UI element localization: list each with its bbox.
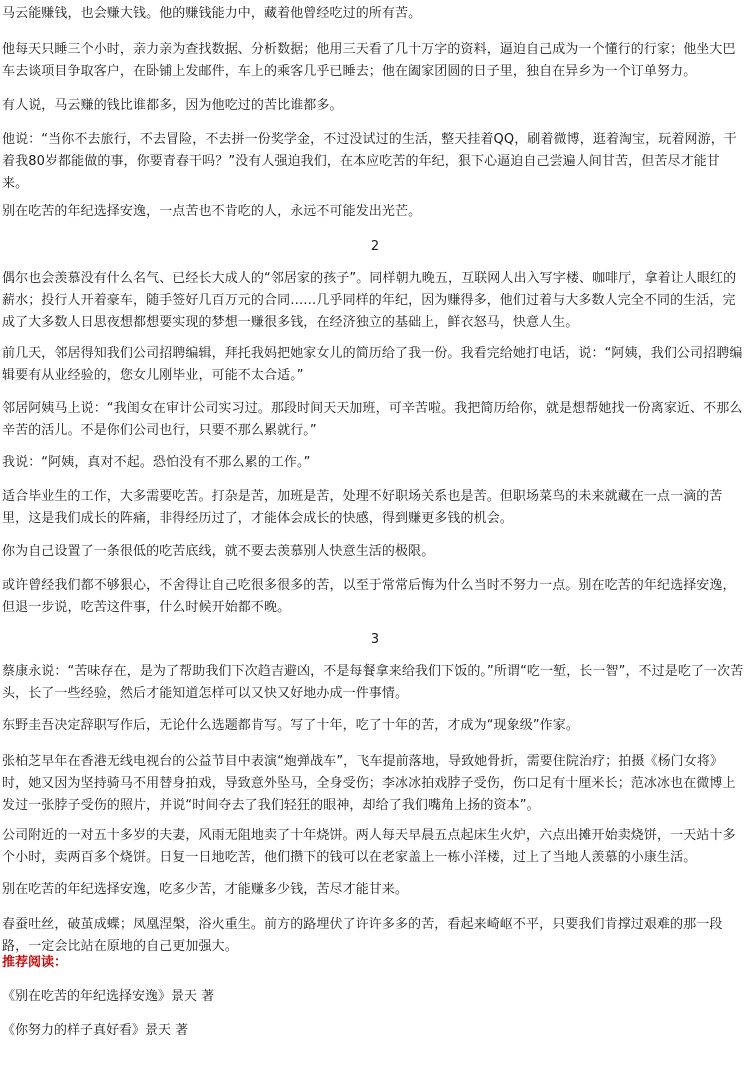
recommended-book-2: 《你努力的样子真好看》景天 著 <box>2 1023 189 1038</box>
paragraph-no-ease: 别在吃苦的年纪选择安逸，一点苦也不肯吃的人，永远不可能发出光芒。 <box>2 204 422 219</box>
paragraph-mayun-most-suffering: 有人说，马云赚的钱比谁都多，因为他吃过的苦比谁都多。 <box>2 98 343 113</box>
section-number-3: 3 <box>370 632 380 647</box>
paragraph-neighbor-reply: 邻居阿姨马上说：“我闺女在审计公司实习过。那段时间天天加班，可辛苦啦。我把简历给你，就是想帮她找一份离家近、不那么辛苦的活儿。不是你们公司也行，只要不那么累就行。” <box>2 401 743 438</box>
paragraph-bitter-then-sweet: 别在吃苦的年纪选择安逸，吃多少苦，才能赚多少钱，苦尽才能甘来。 <box>2 882 409 897</box>
paragraph-hiring-editor: 前几天，邻居得知我们公司招聘编辑，拜托我妈把她家女儿的简历给了我一份。我看完给她打电话，说：“阿姨，我们公司招聘编辑要有从业经验的，您女儿刚毕业，可能不太合适。” <box>2 346 743 383</box>
recommended-reading-title: 推荐阅读： <box>2 955 68 970</box>
paragraph-graduate-work: 适合毕业生的工作，大多需要吃苦。打杂是苦，加班是苦，处理不好职场关系也是苦。但职场菜鸟的未来就藏在一点一滴的苦里，这是我们成长的阵痛，非得经历过了，才能体会成长的快感，得到赚更多钱的机会。 <box>2 489 723 526</box>
paragraph-mayun-earning: 马云能赚钱，也会赚大钱。他的赚钱能力中，藏着他曾经吃过的所有苦。 <box>2 6 422 21</box>
paragraph-celebrities-injuries: 张柏芝早年在香港无线电视台的公益节目中表演“炮弹战车”，飞车提前落地，导致她骨折，需要住院治疗；拍摄《杨门女将》时，她又因为坚持骑马不用替身拍戏，导致意外坠马，全身受伤；李冰冰拍戏脖子受伤，伤口足有十厘米长；范冰冰也在微博上发过一张脖子受伤的照片，并说“时间夺去了我们轻狂的眼神，却给了我们嘴角上扬的资本”。 <box>2 754 736 813</box>
paragraph-never-too-late: 或许曾经我们都不够狠心，不舍得让自己吃很多很多的苦，以至于常常后悔为什么当时不努力一点。别在吃苦的年纪选择安逸，但退一步说，吃苦这件事，什么时候开始都不晚。 <box>2 578 736 615</box>
paragraph-shaobing-couple: 公司附近的一对五十多岁的夫妻，风雨无阻地卖了十年烧饼。两人每天早晨五点起床生火炉，六点出摊开始卖烧饼，一天站十多个小时，卖两百多个烧饼。日复一日地吃苦，他们攒下的钱可以在老家盖上一栋小洋楼，过上了当地人羡慕的小康生活。 <box>2 828 736 865</box>
paragraph-silkworm: 春蚕吐丝，破茧成蝶；凤凰涅槃，浴火重生。前方的路埋伏了许许多多的苦，看起来崎岖不平，只要我们肯撑过艰难的那一段路，一定会比站在原地的自己更加强大。 <box>2 917 723 954</box>
paragraph-cai-kangyong: 蔡康永说：“苦味存在，是为了帮助我们下次趋吉避凶，不是每餐拿来给我们下饭的。”所谓“吃一堑，长一智”，不过是吃了一次苦头，长了一些经验，然后才能知道怎样可以又快又好地办成一件事情。 <box>2 664 744 701</box>
paragraph-mayun-quote: 他说：“当你不去旅行，不去冒险，不去拼一份奖学金，不过没试过的生活，整天挂着QQ，刷着微博，逛着淘宝，玩着网游，干着我80岁都能做的事，你要青春干吗？”没有人强迫我们，在本应吃苦的年纪，狠下心逼迫自己尝遍人间甘苦，但苦尽才能甘来。 <box>2 132 737 191</box>
paragraph-my-reply: 我说：“阿姨，真对不起。恐怕没有不那么累的工作。” <box>2 455 311 470</box>
recommended-book-1: 《别在吃苦的年纪选择安逸》景天 著 <box>2 989 215 1004</box>
section-number-2: 2 <box>370 239 380 254</box>
paragraph-mayun-hardwork: 他每天只睡三个小时，亲力亲为查找数据、分析数据；他用三天看了几十万字的资料，逼迫自己成为一个懂行的行家；他坐大巴车去谈项目争取客户，在卧铺上发邮件，车上的乘客几乎已睡去；他在阖家团圆的日子里，独自在异乡为一个订单努力。 <box>2 42 736 79</box>
paragraph-neighbor-kids: 偶尔也会羡慕没有什么名气、已经长大成人的“邻居家的孩子”。同样朝九晚五，互联网人出入写字楼、咖啡厅，拿着让人眼红的薪水；投行人开着豪车，随手签好几百万元的合同……几乎同样的年纪，因为赚得多，他们过着与大多数人完全不同的生活，完成了大多数人日思夜想都想要实现的梦想一赚很多钱，在经济独立的基础上，鲜衣怒马，快意人生。 <box>2 271 737 330</box>
paragraph-higashino: 东野圭吾决定辞职写作后，无论什么选题都肯写。写了十年，吃了十年的苦，才成为“现象级”作家。 <box>2 718 579 733</box>
paragraph-low-bottom-line: 你为自己设置了一条很低的吃苦底线，就不要去羡慕别人快意生活的极限。 <box>2 544 435 559</box>
